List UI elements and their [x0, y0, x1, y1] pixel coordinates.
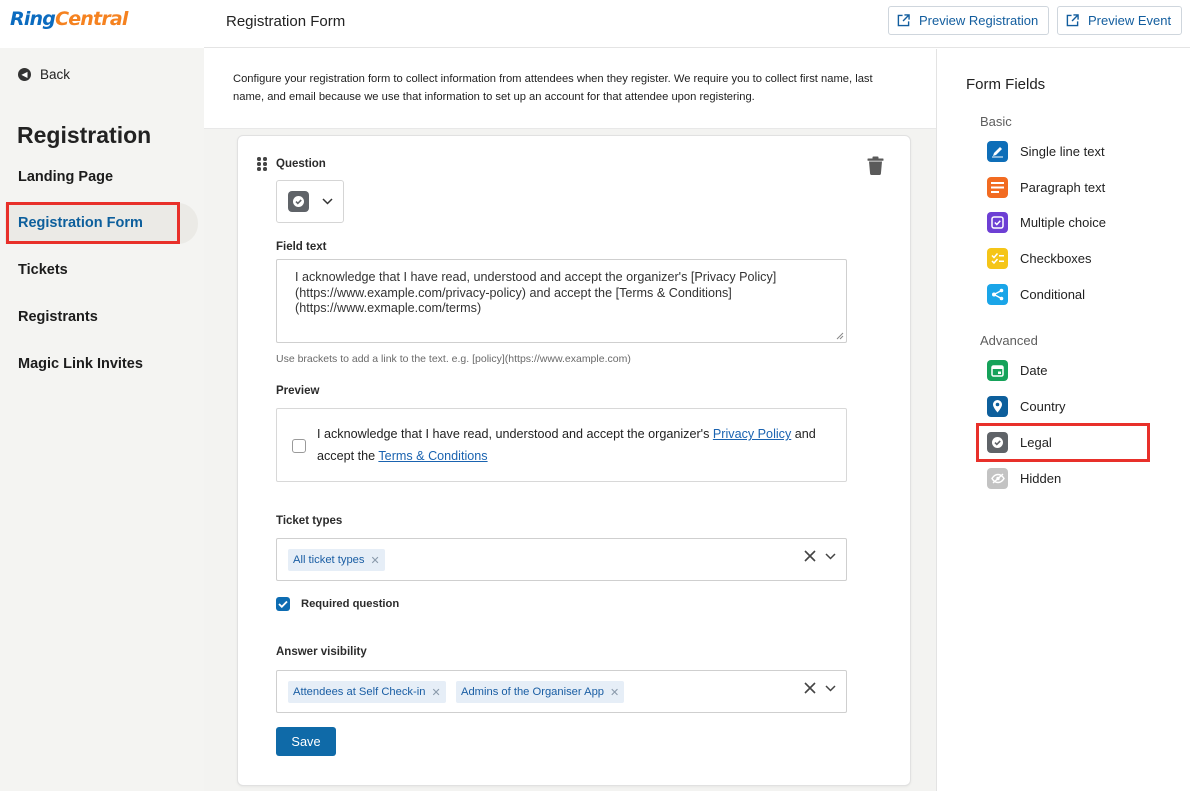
- answer-visibility-label: Answer visibility: [276, 646, 367, 658]
- field-text-value: I acknowledge that I have read, understood and accept the organizer's [Privacy Policy](https://www.example.com/privacy-policy) and accept the [Terms & Conditions](https://www.exmaple.com/terms): [295, 270, 777, 315]
- advanced-section-label: Advanced: [980, 333, 1038, 348]
- left-sidebar: [0, 0, 204, 791]
- sidebar-item-registration-form[interactable]: Registration Form: [18, 215, 143, 231]
- required-question-label: Required question: [301, 598, 400, 610]
- ringcentral-logo[interactable]: RingCentral: [10, 8, 128, 30]
- calendar-icon: [987, 360, 1008, 381]
- field-date[interactable]: Date: [987, 359, 1047, 381]
- ticket-types-select[interactable]: [276, 538, 847, 581]
- ticket-types-label: Ticket types: [276, 515, 343, 527]
- preview-event-button[interactable]: [1057, 6, 1182, 35]
- eye-off-icon: [987, 468, 1008, 489]
- preview-label: Preview: [276, 385, 320, 397]
- preview-registration-button[interactable]: [888, 6, 1049, 35]
- external-link-icon: [897, 14, 910, 27]
- question-type-select[interactable]: [276, 180, 344, 223]
- field-text-label: Field text: [276, 241, 327, 253]
- chevron-down-icon[interactable]: [825, 553, 836, 560]
- back-link[interactable]: [18, 67, 70, 82]
- basic-section-label: Basic: [980, 114, 1012, 129]
- privacy-policy-link[interactable]: Privacy Policy: [712, 427, 792, 441]
- remove-chip-icon[interactable]: ✕: [370, 554, 380, 567]
- shield-check-icon: [288, 191, 309, 212]
- field-paragraph-text[interactable]: Paragraph text: [987, 176, 1105, 198]
- intro-text: Configure your registration form to collect information from attendees when they register. We require you to collect first name, last name, and email because we use that information to set up an account for that attendee upon registering.: [204, 49, 937, 129]
- clear-icon[interactable]: [804, 682, 816, 694]
- sidebar-item-tickets[interactable]: Tickets: [18, 262, 68, 278]
- remove-chip-icon[interactable]: ✕: [610, 686, 620, 699]
- sidebar-section-title: Registration: [17, 122, 152, 148]
- external-link-icon: [1066, 14, 1079, 27]
- visibility-chip: Attendees at Self Check-in ✕: [288, 681, 446, 703]
- resize-handle-icon[interactable]: [836, 332, 844, 340]
- ticket-type-chip: All ticket types ✕: [288, 549, 385, 571]
- top-bar: [204, 0, 1190, 48]
- question-label: Question: [276, 158, 326, 170]
- sidebar-item-landing-page[interactable]: Landing Page: [18, 169, 114, 185]
- preview-text: I acknowledge that I have read, understood and accept the organizer's Privacy Policy and accept the Terms & Conditions: [317, 427, 816, 463]
- preview-event-label: Preview Event: [1088, 13, 1172, 28]
- panel-divider: [936, 49, 937, 791]
- chevron-down-icon: [322, 198, 333, 205]
- visibility-chip: Admins of the Organiser App ✕: [456, 681, 624, 703]
- field-multiple-choice[interactable]: Multiple choice: [987, 211, 1106, 233]
- preview-checkbox[interactable]: [292, 439, 306, 453]
- back-arrow-icon: ◀: [18, 68, 31, 81]
- sidebar-item-magic-link-invites[interactable]: Magic Link Invites: [18, 356, 143, 372]
- terms-conditions-link[interactable]: Terms & Conditions: [378, 449, 488, 463]
- required-question-checkbox[interactable]: [276, 597, 290, 611]
- field-conditional[interactable]: Conditional: [987, 283, 1085, 305]
- answer-visibility-select[interactable]: [276, 670, 847, 713]
- remove-chip-icon[interactable]: ✕: [431, 686, 441, 699]
- field-checkboxes[interactable]: Checkboxes: [987, 247, 1092, 269]
- field-text-hint: Use brackets to add a link to the text. e.g. [policy](https://www.example.com): [276, 353, 631, 365]
- checkmark-icon: [278, 600, 288, 608]
- branch-icon: [987, 284, 1008, 305]
- clear-icon[interactable]: [804, 550, 816, 562]
- field-text-input[interactable]: [276, 259, 847, 343]
- chevron-down-icon[interactable]: [825, 685, 836, 692]
- field-hidden[interactable]: Hidden: [987, 467, 1061, 489]
- highlight-legal-field: [976, 423, 1150, 462]
- highlight-registration-form: [6, 202, 180, 244]
- pencil-icon: [987, 141, 1008, 162]
- field-country[interactable]: Country: [987, 395, 1066, 417]
- question-card: [237, 135, 911, 786]
- sidebar-item-registrants[interactable]: Registrants: [18, 309, 98, 325]
- checkbox-icon: [987, 248, 1008, 269]
- preview-box: [276, 408, 847, 482]
- page-title: Registration Form: [226, 13, 346, 30]
- paragraph-icon: [987, 177, 1008, 198]
- trash-icon[interactable]: [867, 156, 884, 175]
- logo-bar: [0, 0, 204, 48]
- field-legal[interactable]: Legal: [987, 431, 1052, 453]
- preview-registration-label: Preview Registration: [919, 13, 1039, 28]
- field-single-line-text[interactable]: Single line text: [987, 140, 1105, 162]
- radio-check-icon: [987, 212, 1008, 233]
- back-label: Back: [40, 67, 71, 82]
- map-pin-icon: [987, 396, 1008, 417]
- save-button[interactable]: Save: [276, 727, 336, 756]
- form-fields-title: Form Fields: [966, 76, 1046, 93]
